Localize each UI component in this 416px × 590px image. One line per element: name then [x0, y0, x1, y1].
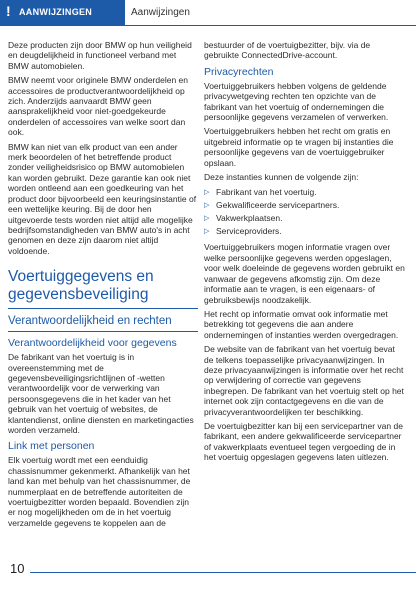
exclamation-icon: ! [6, 3, 11, 19]
triangle-bullet-icon: ▷ [204, 215, 210, 223]
instance-list [204, 186, 405, 238]
paragraph: bestuurder of de voertuigbezitter, bijv. via de gebruikte ConnectedDrive-account. [204, 40, 371, 61]
paragraph: Deze instanties kunnen de volgende zijn: [204, 172, 359, 183]
paragraph: Het recht op informatie omvat ook informatie met betrekking tot gegevens die aan andere ondernemingen of instanties werden overgedragen. [204, 308, 399, 340]
left-column [8, 40, 198, 532]
topic-heading: Link met personen [8, 440, 95, 453]
paragraph: De fabrikant van het voertuig is in overeenstemming met de gegevensbeveiligingsrichtlijnen of -wetten verantwoordelijk voor de verwerking van persoonsgegevens die in het kader van het gebruik van het voertuig of websites, de klantendienst, online diensten en marketingacties worden verzameld. [8, 352, 194, 435]
section-tab [0, 0, 125, 26]
topic-heading: Verantwoordelijkheid voor gegevens [8, 337, 177, 350]
paragraph: Deze producten zijn door BMW op hun veiligheid en deugdelijkheid in functioneel verband met BMW automobielen. [8, 40, 192, 71]
header-divider [125, 25, 416, 26]
heading-divider [8, 308, 198, 309]
list-item: ▷ Serviceproviders. [204, 226, 282, 237]
subsection-heading: Verantwoordelijkheid en rechten [8, 315, 172, 328]
paragraph: Voertuiggebruikers hebben het recht om gratis en uitgebreid informatie op te vragen bij instanties die persoonlijke gegevens van de voertuiggebruiker opslaan. [204, 126, 394, 168]
page-header [0, 0, 416, 26]
right-column [204, 40, 405, 467]
triangle-bullet-icon: ▷ [204, 228, 210, 236]
section-heading: Voertuiggegevens en gegevensbeveiliging [8, 268, 154, 304]
section-label: AANWIJZINGEN [19, 7, 93, 17]
paragraph: Voertuiggebruikers mogen informatie vragen over welke persoonlijke gegevens werden opgeslagen, voor welk doeleinde de gegevens worden gebruikt en vanwaar de gegevens afkomstig zijn. Om deze informatie aan te vragen, is een eigenaars- of gebruiksbewijs noodzakelijk. [204, 242, 405, 305]
list-item: ▷ Fabrikant van het voertuig. [204, 187, 317, 198]
chapter-title: Aanwijzingen [131, 7, 190, 18]
paragraph: Elk voertuig wordt met een eenduidig chassisnummer gekenmerkt. Afhankelijk van het land kan met behulp van het chassisnummer, de nummerplaat en de betreffende autoriteiten de voertuigbezitter worden bepaald. Bovendien zijn er nog mogelijkheden om de in het voertuig verzamelde gegevens te koppelen aan de [8, 455, 191, 528]
paragraph: De voertuigbezitter kan bij een servicepartner van de fabrikant, een andere gekwalificeerde servicepartner of vakwerkplaats eventueel tegen vergoeding de in het voertuig opgeslagen gegevens laten uitlezen. [204, 420, 403, 463]
triangle-bullet-icon: ▷ [204, 202, 210, 210]
footer-divider [30, 572, 416, 573]
list-item: ▷ Gekwalificeerde servicepartners. [204, 200, 340, 211]
page-number: 10 [10, 561, 25, 576]
paragraph: BMW neemt voor originele BMW onderdelen en accessoires de productverantwoordelijkheid op zich. Anderzijds aanvaardt BMW geen aansprakelijkheid voor niet-goedgekeurde onderdelen of accessoires van welke soort dan ook. [8, 75, 188, 138]
list-item: ▷ Vakwerkplaatsen. [204, 213, 283, 224]
paragraph: Voertuiggebruikers hebben volgens de geldende privacywetgeving rechten ten opzichte van de fabrikant van het voertuig of ondernemingen die persoonlijke gegevens verzamelen of verwerken. [204, 80, 389, 123]
paragraph: BMW kan niet van elk product van een ander merk beoordelen of het betreffende product zonder veiligheidsrisico op BMW automobielen kan worden gebruikt. Deze garantie kan ook niet worden ontleend aan een goedkeuring van het product door bijvoorbeeld een keuringsinstantie of een wettelijke keuring. Bij de door hen uitgevoerde tests worden niet altijd alle mogelijke bedrijfsomstandigheden van BMW auto's in acht genomen en deze zijn daarom niet altijd voldoende. [8, 141, 197, 256]
topic-heading: Privacyrechten [204, 65, 274, 78]
triangle-bullet-icon: ▷ [204, 189, 210, 197]
subheading-divider [8, 331, 198, 332]
paragraph: De website van de fabrikant van het voertuig bevat de telkens toepasselijke privacyaanwijzingen. In deze privacyaanwijzingen is informatie over het recht op verwijdering of correctie van gegevens inbegrepen. De fabrikant van het voertuig stelt op het internet ook zijn contactgegevens en die van de privacyverantwoordelijken ter beschikking. [204, 344, 404, 417]
